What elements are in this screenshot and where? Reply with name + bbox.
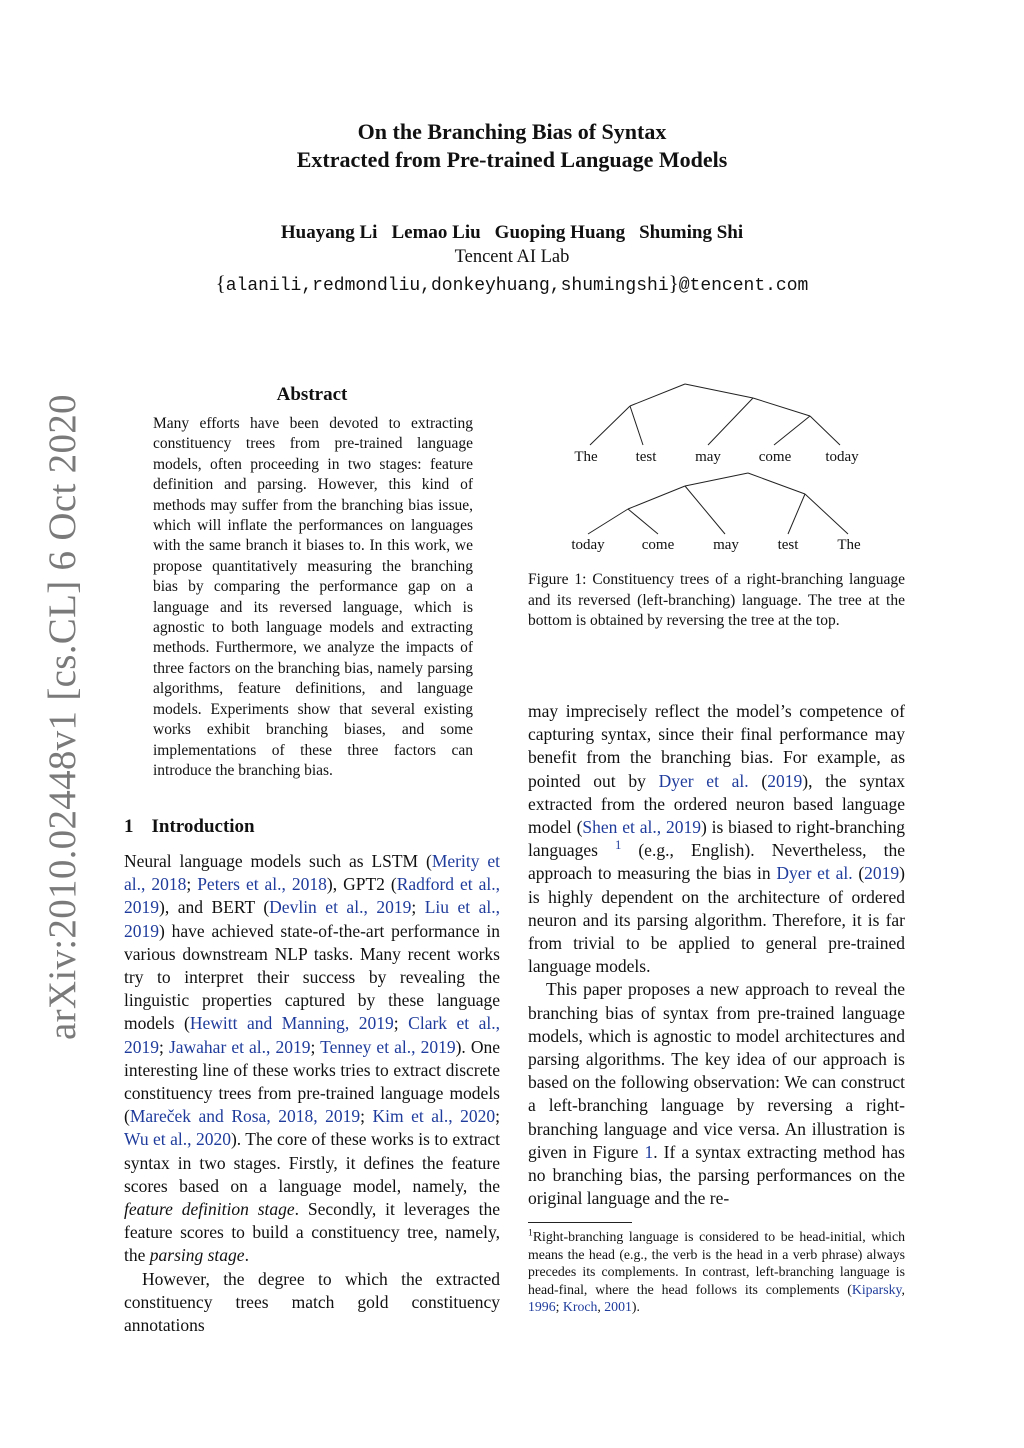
- right-paragraph-1: may imprecisely reflect the model’s competence of capturing syntax, since their final performance may benefit from the branching bias. For example, as pointed out by Dyer et al. (2019), the syntax extracted from the ordered neuron based language model (Shen et al., 2019) is biased to right-branching languages $^1$ (e.g., English). Nevertheless, the approach to measuring the bias in Dyer et al. (2019) is highly dependent on the architecture of ordered neuron and its parsing algorithm. Therefore, it is far from trivial to be applied to general pre-trained language models.: [528, 701, 906, 977]
- citation-link[interactable]: 2001: [604, 1299, 632, 1314]
- tree-leaf: today: [571, 537, 605, 553]
- figure-caption: Figure 1: Constituency trees of a right-branching language and its reversed (left-branching) language. The tree at the bottom is obtained by reversing the tree at the top.: [528, 571, 905, 629]
- section-title: Introduction: [151, 816, 255, 837]
- tree-leaf: test: [777, 537, 799, 553]
- footnote-divider: [528, 1222, 632, 1223]
- citation-link[interactable]: Merity et al., 2018: [124, 851, 500, 895]
- citation-link[interactable]: Peters et al., 2018: [197, 874, 327, 895]
- tree-edge: [685, 486, 725, 534]
- citation-link[interactable]: Radford et al., 2019: [124, 874, 501, 918]
- title-line-2: Extracted from Pre-trained Language Models: [296, 147, 728, 172]
- email-names: alanili,redmondliu,donkeyhuang,shumingshi: [225, 276, 669, 296]
- tree-edge: [805, 494, 848, 534]
- footnote-mark: 1: [528, 1227, 533, 1239]
- author-emails: [0, 271, 1024, 296]
- tree-edge: [590, 406, 630, 445]
- citation-link[interactable]: Hewitt and Manning, 2019: [189, 1013, 394, 1034]
- citation-link[interactable]: 1996: [528, 1299, 556, 1314]
- citation-link[interactable]: Tenney et al., 2019: [320, 1036, 456, 1057]
- tree-leaf: test: [635, 449, 657, 465]
- author-3: Guoping Huang: [494, 222, 626, 243]
- tree-leaf: come: [758, 449, 792, 465]
- footnote: $^1$Right-branching language is considered to be head-initial, which means the head (e.g., the verb is the head in a verb phrase) always precedes its complements. In contrast, left-branching language is head-final, where the head follows its complements (Kiparsky, 1996; Kroch, 2001).: [528, 1227, 905, 1314]
- figure-reference-link[interactable]: 1: [644, 1141, 654, 1162]
- arxiv-identifier: arXiv:2010.02448v1 [cs.CL] 6 Oct 2020: [41, 394, 84, 1040]
- intro-paragraph-2: However, the degree to which the extracted constituency trees match gold constituency annotations: [124, 1268, 500, 1336]
- term-parsing-stage: parsing stage: [149, 1245, 245, 1266]
- paper-title: [0, 118, 1024, 174]
- abstract-heading: Abstract: [276, 384, 348, 405]
- tree-leaf: may: [695, 449, 721, 465]
- tree-edge: [685, 384, 753, 398]
- section-heading-introduction: [124, 816, 255, 838]
- tree-edge: [748, 473, 805, 494]
- tree-edge: [788, 494, 805, 534]
- tree-edge: [628, 509, 658, 534]
- section-number: 1: [124, 816, 134, 837]
- citation-link[interactable]: Mareček and Rosa, 2018, 2019: [129, 1106, 361, 1127]
- citation-link[interactable]: Dyer et al.: [658, 770, 749, 791]
- tree-leaf: The: [574, 449, 598, 465]
- author-list: [0, 222, 1024, 244]
- tree-leaf: come: [641, 537, 675, 553]
- tree-leaf: today: [825, 449, 859, 465]
- right-paragraph-2: This paper proposes a new approach to reveal the branching bias of syntax from pre-trained language models, which is agnostic to model architectures and parsing algorithms. The key idea of our approach is based on the following observation: We can construct a left-branching language by reversing a right-branching language and vice versa. An illustration is given in Figure 1. If a syntax extracting method has no branching bias, the parsing performances on the original language and the re-: [528, 979, 905, 1209]
- citation-link[interactable]: Kiparsky: [851, 1281, 902, 1297]
- tree-edge: [588, 509, 628, 534]
- author-4: Shuming Shi: [639, 222, 744, 243]
- citation-link[interactable]: Clark et al., 2019: [124, 1013, 501, 1057]
- citation-link[interactable]: Jawahar et al., 2019: [168, 1036, 311, 1057]
- affiliation: Tencent AI Lab: [454, 247, 570, 267]
- introduction-body: [124, 850, 500, 1337]
- footnote-link[interactable]: 1: [615, 838, 622, 853]
- citation-link[interactable]: Wu et al., 2020: [124, 1129, 231, 1150]
- tree-edge: [628, 486, 685, 509]
- tree-edge: [685, 473, 748, 486]
- citation-link[interactable]: Devlin et al., 2019: [269, 897, 412, 918]
- citation-link[interactable]: Dyer et al.: [776, 863, 853, 884]
- tree-edge: [753, 398, 810, 416]
- tree-leaf: may: [713, 537, 739, 553]
- email-brace-close: }: [668, 271, 679, 295]
- right-column-body: [528, 700, 905, 1210]
- abstract-text: Many efforts have been devoted to extracting constituency trees from pre-trained language models, often proceeding in two stages: feature definition and parsing. However, this kind of methods may suffer from the branching bias issue, which will inflate the performances on languages with the same branch it biases to. In this work, we propose quantitatively measuring the branching bias by comparing the performance gap on a language and its reversed language, which is agnostic to both language models and extracting methods. Furthermore, we analyze the impacts of three factors on the branching bias, namely parsing algorithms, feature definitions, and language models. Experiments show that several existing works exhibit branching biases, and some implementations of these three factors can introduce the branching bias.: [153, 415, 473, 779]
- tree-edge: [630, 384, 685, 406]
- tree-edge: [630, 406, 643, 445]
- title-line-1: On the Branching Bias of Syntax: [357, 119, 667, 144]
- author-1: Huayang Li: [280, 222, 378, 243]
- citation-link[interactable]: Kim et al., 2020: [372, 1106, 496, 1127]
- citation-link[interactable]: Shen et al., 2019: [582, 817, 701, 838]
- email-domain: @tencent.com: [678, 276, 809, 296]
- tree-edge: [810, 416, 840, 445]
- tree-leaf: The: [837, 537, 861, 553]
- citation-link[interactable]: Liu et al., 2019: [124, 897, 501, 941]
- intro-paragraph-1: Neural language models such as LSTM (Merity et al., 2018; Peters et al., 2018), GPT2 (Radford et al., 2019), and BERT (Devlin et al., 2019; Liu et al., 2019) have achieved state-of-the-art performance in various downstream NLP tasks. Many recent works try to interpret their success by revealing the linguistic properties captured by these language models (Hewitt and Manning, 2019; Clark et al., 2019; Jawahar et al., 2019; Tenney et al., 2019). One interesting line of these works tries to extract discrete constituency trees from pre-trained language models (Mareček and Rosa, 2018, 2019; Kim et al., 2020; Wu et al., 2020). The core of these works is to extract syntax in two stages. Firstly, it defines the feature scores based on a language model, namely, the feature definition stage. Secondly, it leverages the feature scores to build a constituency tree, namely, the parsing stage.: [124, 851, 501, 1266]
- constituency-tree-figure: [528, 376, 905, 562]
- term-feature-definition: feature definition stage: [124, 1199, 295, 1220]
- citation-link[interactable]: Kroch: [562, 1299, 598, 1314]
- tree-edge: [774, 416, 810, 445]
- citation-link[interactable]: 2019: [864, 863, 900, 884]
- email-brace-open: {: [215, 271, 226, 295]
- tree-edge: [708, 398, 753, 445]
- citation-link[interactable]: 2019: [767, 770, 803, 791]
- author-2: Lemao Liu: [391, 222, 481, 243]
